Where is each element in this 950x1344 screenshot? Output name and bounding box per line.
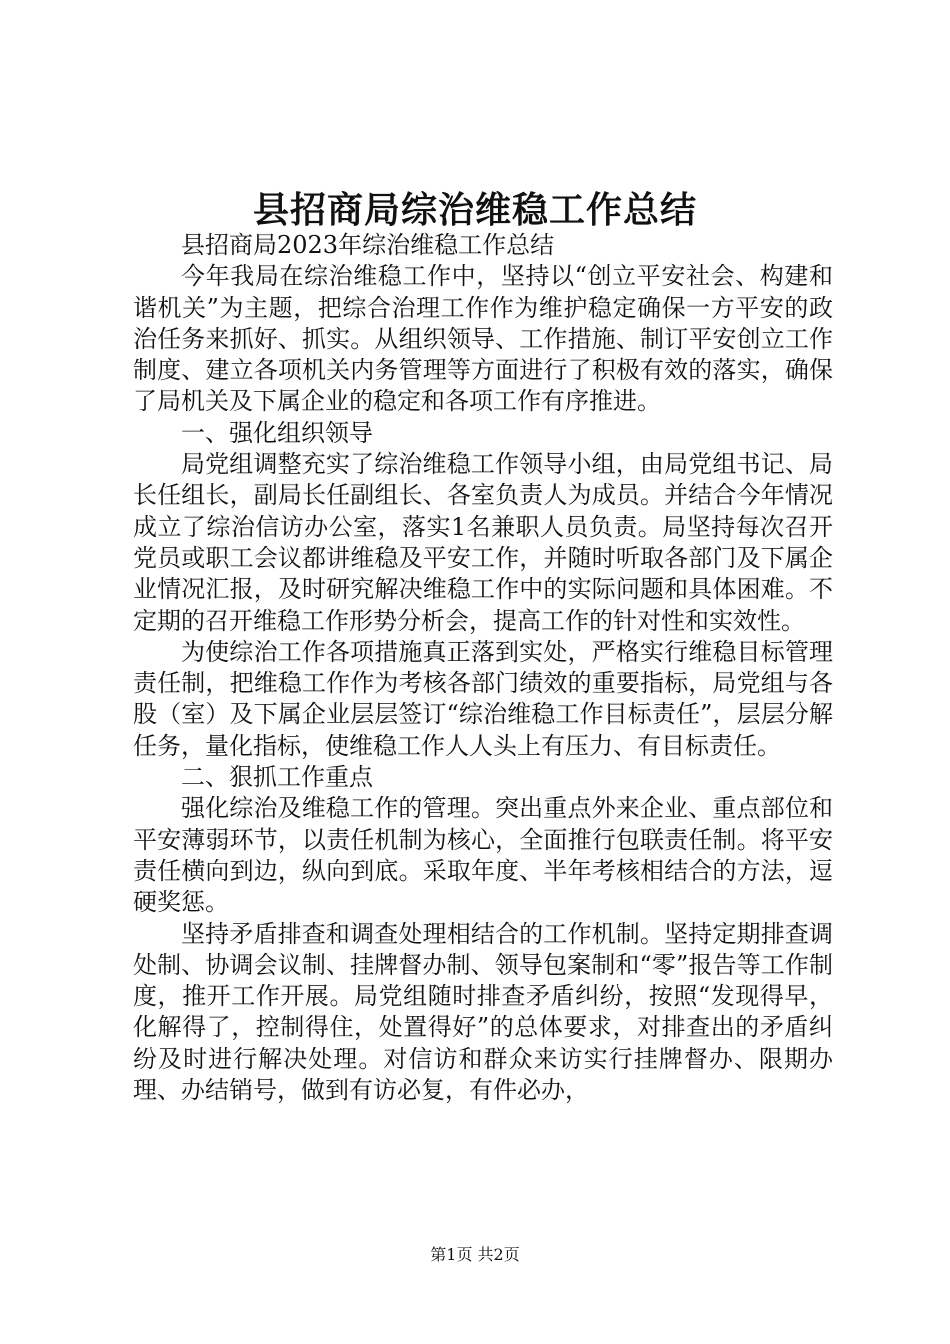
intro-paragraph: 今年我局在综治维稳工作中，坚持以“创立平安社会、构建和谐机关”为主题，把综合治理工作作为维护稳定确保一方平安的政治任务来抓好、抓实。从组织领导、工作措施、制订平安创立工作制度、建立各项机关内务管理等方面进行了积极有效的落实，确保了局机关及下属企业的稳定和各项工作有序推进。: [133, 262, 833, 416]
body-paragraph: 坚持矛盾排查和调查处理相结合的工作机制。坚持定期排查调处制、协调会议制、挂牌督办制、领导包案制和“零”报告等工作制度，推开工作开展。局党组随时排查矛盾纠纷，按照“发现得早，化解得了，控制得住，处置得好”的总体要求，对排查出的矛盾纠纷及时进行解决处理。对信访和群众来访实行挂牌督办、限期办理、办结销号，做到有访必复，有件必办，: [133, 919, 833, 1105]
page-number-footer: 第1页 共2页: [430, 1245, 520, 1264]
document-body: [133, 230, 833, 1106]
document-title: 县招商局综治维稳工作总结: [252, 189, 697, 231]
body-paragraph: 强化综治及维稳工作的管理。突出重点外来企业、重点部位和平安薄弱环节，以责任机制为核心，全面推行包联责任制。将平安责任横向到边，纵向到底。采取年度、半年考核相结合的方法，逗硬奖惩。: [133, 794, 833, 917]
section-heading-2: 二、狠抓工作重点: [181, 763, 373, 792]
body-paragraph: 为使综治工作各项措施真正落到实处，严格实行维稳目标管理责任制，把维稳工作作为考核各部门绩效的重要指标，局党组与各股（室）及下属企业层层签订“综治维稳工作目标责任”，层层分解任务，量化指标，使维稳工作人人头上有压力、有目标责任。: [133, 637, 833, 760]
body-paragraph: 局党组调整充实了综治维稳工作领导小组，由局党组书记、局长任组长，副局长任副组长、各室负责人为成员。并结合今年情况成立了综治信访办公室，落实1名兼职人员负责。局坚持每次召开党员或职工会议都讲维稳及平安工作，并随时听取各部门及下属企业情况汇报，及时研究解决维稳工作中的实际问题和具体困难。不定期的召开维稳工作形势分析会，提高工作的针对性和实效性。: [133, 450, 833, 635]
subtitle-paragraph: 县招商局2023年综治维稳工作总结: [181, 231, 555, 259]
section-heading-1: 一、强化组织领导: [181, 418, 373, 447]
